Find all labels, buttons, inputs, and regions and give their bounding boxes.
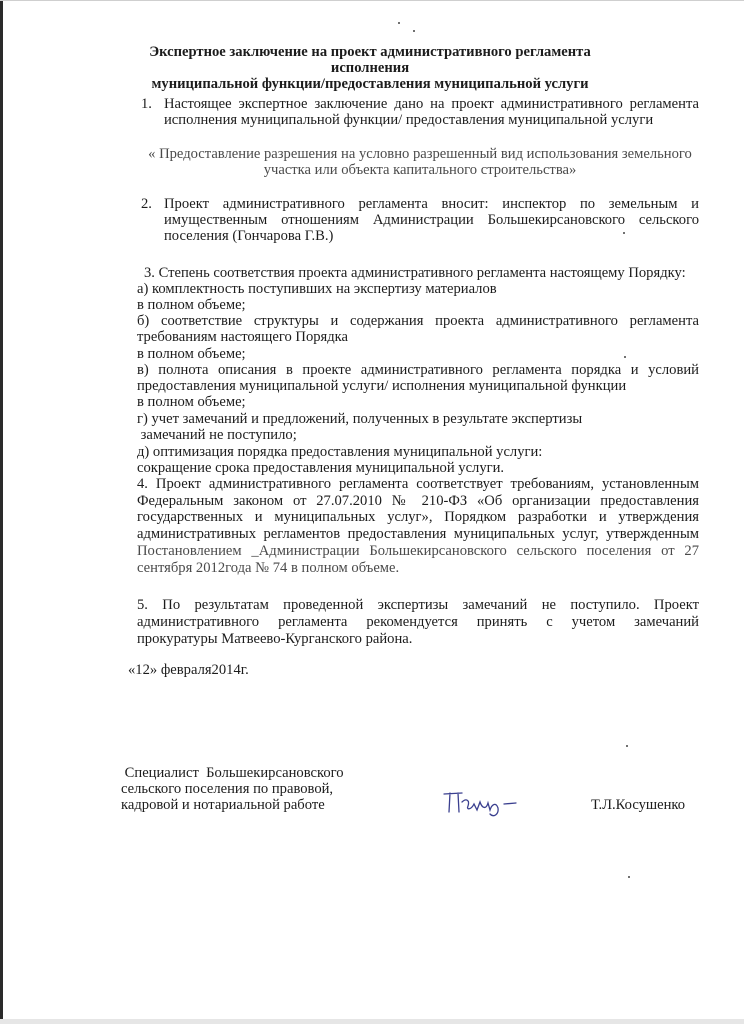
service-name-quote: [140, 146, 700, 178]
scan-top-edge: [0, 0, 744, 1]
document-title: [120, 44, 620, 92]
section-3-line: в полном объеме;: [137, 346, 246, 362]
document-date: «12» февраля2014г.: [128, 662, 249, 678]
item-2-line-1: Проект административного регламента вносит: инспектор по земельным и: [164, 196, 699, 212]
section-3-line: д) оптимизация порядка предоставления муниципальной услуги:: [137, 444, 543, 460]
scan-bottom-edge: [0, 1019, 744, 1024]
scan-speck: [398, 22, 400, 24]
signer-line-3: кадровой и нотариальной работе: [121, 797, 325, 813]
section-5-line: административного регламента рекомендуется принять с учетом замечаний: [137, 614, 699, 630]
section-3-line: в) полнота описания в проекте административного регламента порядка и условий: [137, 362, 699, 378]
scan-speck: [413, 30, 415, 32]
section-3-line: а) комплектность поступивших на экспертизу материалов: [137, 281, 497, 297]
quote-line-2: участка или объекта капитального строительства»: [263, 162, 577, 178]
section-4-line: государственных и муниципальных услуг», Порядком разработки и утверждения: [137, 509, 699, 525]
section-3-line: г) учет замечаний и предложений, полученных в результате экспертизы: [137, 411, 583, 427]
section-4-line: 4. Проект административного регламента соответствует требованиям, установленным: [137, 476, 699, 492]
item-2-text: [164, 196, 699, 244]
item-1-number: 1.: [141, 96, 152, 112]
item-1-text: [164, 96, 699, 128]
signer-name: Т.Л.Косушенко: [591, 797, 686, 813]
item-1-line-1: Настоящее экспертное заключение дано на проект административного регламента: [164, 96, 699, 112]
item-2-line-2: имущественным отношениям Администрации Большекирсановского сельского: [164, 212, 699, 228]
handwritten-signature: [440, 788, 530, 818]
section-3-line: в полном объеме;: [137, 394, 246, 410]
section-3-line: предоставления муниципальной услуги/ исполнения муниципальной функции: [137, 378, 627, 394]
item-1-line-2: исполнения муниципальной функции/ предоставления муниципальной услуги: [164, 112, 654, 128]
scan-speck: [628, 876, 630, 878]
section-4-line: Федеральным законом от 27.07.2010 № 210-ФЗ «Об организации предоставления: [137, 493, 699, 509]
signer-line-2: сельского поселения по правовой,: [121, 781, 334, 797]
section-3-line: сокращение срока предоставления муниципальной услуги.: [137, 460, 505, 476]
item-2-line-3: поселения (Гончарова Г.В.): [164, 228, 334, 244]
section-3-line: в полном объеме;: [137, 297, 246, 313]
signer-line-1: Специалист Большекирсановского: [121, 765, 344, 781]
item-2-number: 2.: [141, 196, 152, 212]
section-3-line: 3. Степень соответствия проекта административного регламента настоящему Порядку:: [144, 265, 686, 281]
scan-left-edge: [0, 0, 3, 1024]
section-5-line: прокуратуры Матвеево-Курганского района.: [137, 631, 413, 647]
section-4-line: Постановлением _Администрации Большекирсановского сельского поселения от 27: [137, 543, 699, 559]
title-line-1: Экспертное заключение на проект административного регламента исполнения: [149, 44, 591, 76]
quote-line-1: « Предоставление разрешения на условно разрешенный вид использования земельного: [148, 146, 692, 162]
section-5-line: 5. По результатам проведенной экспертизы замечаний не поступило. Проект: [137, 597, 699, 613]
title-line-2: муниципальной функции/предоставления муниципальной услуги: [151, 76, 589, 92]
section-3-line: б) соответствие структуры и содержания проекта административного регламента: [137, 313, 699, 329]
section-3-line: замечаний не поступило;: [137, 427, 297, 443]
signer-position: [121, 765, 344, 813]
section-4-line: административных регламентов предоставления муниципальных услуг, утвержденным: [137, 526, 699, 542]
section-3-line: требованиям настоящего Порядка: [137, 329, 349, 345]
section-4-line: сентября 2012года № 74 в полном объеме.: [137, 560, 400, 576]
scan-speck: [626, 745, 628, 747]
